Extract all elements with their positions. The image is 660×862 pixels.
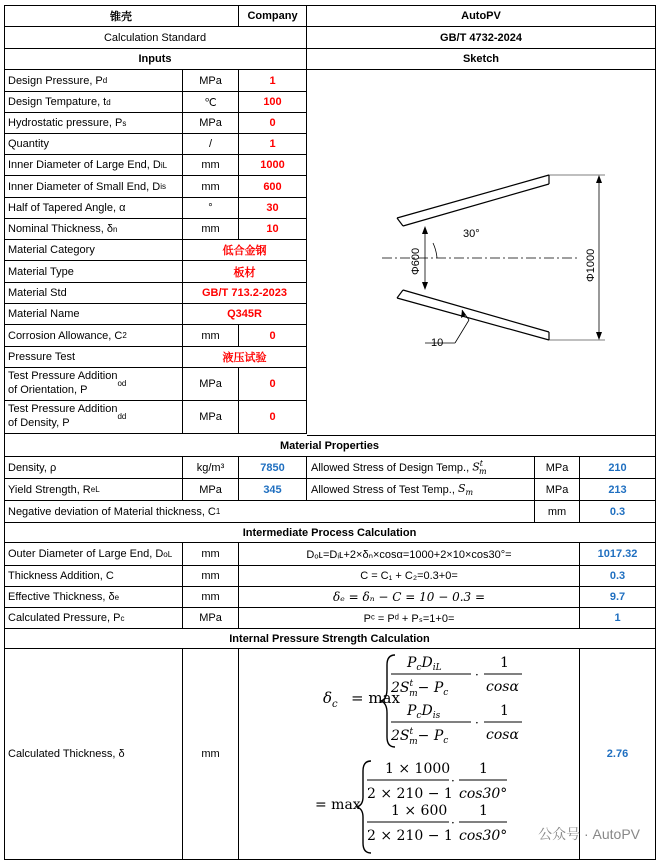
material-heading: Material Properties [4,436,656,457]
n1-den: 2 × 210 − 1 [367,786,453,802]
allow-design-label: Allowed Stress of Design Temp., $S^t_m$ [307,457,535,479]
company-label: Company [239,5,307,27]
thickness-formula-svg [239,649,580,860]
yield-value: 345 [239,479,307,501]
input-value: 0 [239,325,307,347]
frac2-num: $P_cD_{is}$ [407,703,441,721]
neg-dev-label: Negative deviation of Material thickness, C 1 [4,501,535,523]
large-dia-label: Φ1000 [585,248,597,282]
input-label: Nominal Thickness, δ n [4,219,183,240]
input-value: 低合金钢 [183,240,307,261]
input-unit: mm [183,219,239,240]
intermediate-value: 9.7 [580,587,656,608]
svg-text:1: 1 [479,761,488,777]
input-unit: MPa [183,113,239,134]
svg-text:1: 1 [500,655,509,671]
max-text-1: = max [351,689,400,707]
intermediate-label: Thickness Addition, C [4,566,183,587]
intermediate-unit: mm [183,566,239,587]
svg-text:·: · [475,668,479,682]
angle-arc [433,243,437,258]
calc-thickness-formula [239,649,580,860]
svg-text:·: · [451,774,455,788]
inner-bottom-line [403,290,549,332]
intermediate-formula: Dₒʟ=Dᵢʟ+2×δₙ×cosα=1000+2×10×cos30°= [239,543,580,566]
n1-num: 1 × 1000 [385,761,451,777]
inputs-heading: Inputs [4,49,307,70]
input-label: Corrosion Allowance, C 2 [4,325,183,347]
calc-thickness-unit: mm [183,649,239,860]
input-label: Design Tempature, t d [4,92,183,113]
allow-design-unit: MPa [535,457,580,479]
input-unit: / [183,134,239,155]
intermediate-label: Calculated Pressure, P c [4,608,183,629]
watermark: 公众号 · AutoPV [538,826,640,842]
density-label: Density, ρ [4,457,183,479]
cone-sketch [307,70,656,436]
delta-c-symbol: $\delta_c$ [323,689,338,710]
intermediate-formula: δₑ = δₙ − C = 10 − 0.3 = [239,587,580,608]
yield-label: Yield Strength, R eL [4,479,183,501]
input-label: Inner Diameter of Small End, D is [4,176,183,198]
input-unit: MPa [183,401,239,434]
input-label: Material Category [4,240,183,261]
intermediate-unit: MPa [183,608,239,629]
allow-test-label: Allowed Stress of Test Temp., $S_m$ [307,479,535,501]
input-value: Q345R [183,304,307,325]
input-unit: mm [183,155,239,176]
thickness-label: 10 [431,337,444,349]
input-value: GB/T 713.2-2023 [183,283,307,304]
input-value: 10 [239,219,307,240]
input-value: 0 [239,401,307,434]
outer-top-line [397,175,549,218]
input-unit: MPa [183,368,239,401]
calc-std-label: Calculation Standard [4,27,307,49]
small-dia-label: Φ600 [410,247,422,275]
input-value: 板材 [183,261,307,283]
input-value: 600 [239,176,307,198]
input-label: Inner Diameter of Large End, D iL [4,155,183,176]
internal-heading: Internal Pressure Strength Calculation [4,629,656,649]
input-value: 1 [239,70,307,92]
input-value: 1000 [239,155,307,176]
cos30-1: cos30° [459,786,508,802]
cone-title: 锥壳 [4,5,239,27]
allow-design-value: 210 [580,457,656,479]
input-unit: mm [183,325,239,347]
svg-text:1: 1 [479,803,488,819]
input-value: 100 [239,92,307,113]
input-unit: MPa [183,70,239,92]
input-label: Test Pressure Addition of Density, P dd [4,401,183,434]
svg-text:cosα: cosα [486,727,519,743]
calc-thickness-label: Calculated Thickness, δ [4,649,183,860]
calc-thickness-value: 2.76 [580,649,656,860]
angle-label: 30° [463,228,480,240]
input-value: 液压试验 [183,347,307,368]
allow-test-unit: MPa [535,479,580,501]
svg-text:cosα: cosα [486,679,519,695]
n2-den: 2 × 210 − 1 [367,828,453,844]
intermediate-label: Effective Thickness, δ e [4,587,183,608]
input-value: 0 [239,368,307,401]
intermediate-value: 1 [580,608,656,629]
max-text-2: = max [315,797,361,813]
sketch-heading: Sketch [307,49,656,70]
input-unit: ℃ [183,92,239,113]
yield-unit: MPa [183,479,239,501]
cos30-2: cos30° [459,828,508,844]
intermediate-unit: mm [183,587,239,608]
intermediate-value: 0.3 [580,566,656,587]
intermediate-unit: mm [183,543,239,566]
svg-text:1: 1 [500,703,509,719]
allow-test-value: 213 [580,479,656,501]
density-unit: kg/m³ [183,457,239,479]
input-label: Material Name [4,304,183,325]
input-label: Design Pressure, P d [4,70,183,92]
input-value: 0 [239,113,307,134]
app-name: AutoPV [307,5,656,27]
input-label: Half of Tapered Angle, α [4,198,183,219]
intermediate-value: 1017.32 [580,543,656,566]
frac1-num: $P_cD_{iL}$ [407,655,442,673]
intermediate-heading: Intermediate Process Calculation [4,523,656,543]
input-label: Hydrostatic pressure, P s [4,113,183,134]
svg-text:·: · [451,816,455,830]
input-label: Pressure Test [4,347,183,368]
input-value: 1 [239,134,307,155]
frac2-den: $2S^t$ $m- P_c$ [391,727,449,747]
input-unit: mm [183,176,239,198]
inner-top-line [403,184,549,226]
input-unit: ° [183,198,239,219]
neg-dev-unit: mm [535,501,580,523]
frac1-den: $2S^t$ $m- P_c$ [391,679,449,699]
input-label: Test Pressure Addition of Orientation, P od [4,368,183,401]
intermediate-formula: Pᶜ = Pᵈ + Pₛ=1+0= [239,608,580,629]
input-label: Quantity [4,134,183,155]
input-label: Material Std [4,283,183,304]
intermediate-label: Outer Diameter of Large End, D oL [4,543,183,566]
svg-text:·: · [475,716,479,730]
sketch-panel [307,70,656,436]
calc-std-value: GB/T 4732-2024 [307,27,656,49]
n2-num: 1 × 600 [391,803,448,819]
input-value: 30 [239,198,307,219]
outer-bottom-line [397,298,549,340]
neg-dev-value: 0.3 [580,501,656,523]
input-label: Material Type [4,261,183,283]
intermediate-formula: C = C₁ + C₂=0.3+0= [239,566,580,587]
density-value: 7850 [239,457,307,479]
